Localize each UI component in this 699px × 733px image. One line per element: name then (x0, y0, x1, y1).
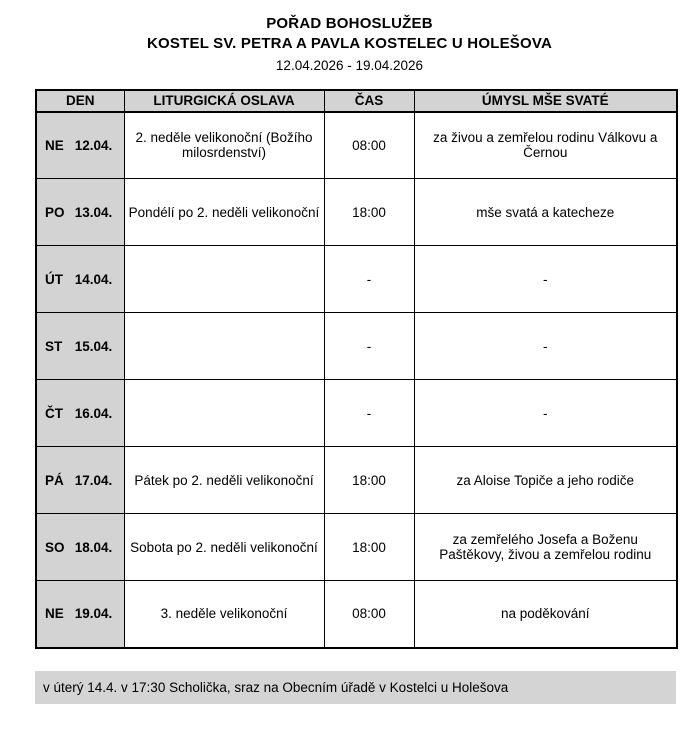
day-date: 15.04. (71, 338, 113, 354)
column-header-cas: ČAS (324, 90, 414, 112)
day-cell (36, 313, 124, 380)
table-row (36, 447, 677, 514)
header-row (36, 90, 677, 112)
day-abbreviation: ÚT (45, 271, 63, 287)
document-header (0, 14, 699, 75)
table-row (36, 581, 677, 648)
table-row (36, 313, 677, 380)
day-cell (36, 514, 124, 581)
day-cell (36, 581, 124, 648)
day-date: 12.04. (71, 137, 113, 153)
column-header-liturgicka-oslava: LITURGICKÁ OSLAVA (124, 90, 324, 112)
day-date: 17.04. (71, 472, 113, 488)
day-date: 13.04. (71, 204, 113, 220)
table-row (36, 514, 677, 581)
day-abbreviation: NE (45, 137, 64, 153)
time-cell: - (324, 380, 414, 447)
column-header-den: DEN (36, 90, 124, 112)
celebration-cell: Pátek po 2. neděli velikonoční (124, 447, 324, 514)
table-row (36, 179, 677, 246)
intention-cell: - (414, 313, 677, 380)
celebration-cell (124, 380, 324, 447)
intention-cell: - (414, 380, 677, 447)
celebration-cell (124, 246, 324, 313)
intention-cell: za zemřelého Josefa a Boženu Paštěkovy, živou a zemřelou rodinu (414, 514, 677, 581)
time-cell: 18:00 (324, 514, 414, 581)
day-cell (36, 112, 124, 179)
table-row (36, 380, 677, 447)
time-cell: 18:00 (324, 179, 414, 246)
intention-cell: na poděkování (414, 581, 677, 648)
day-abbreviation: ČT (45, 405, 63, 421)
celebration-cell (124, 313, 324, 380)
intention-cell: - (414, 246, 677, 313)
intention-cell: za Aloise Topiče a jeho rodiče (414, 447, 677, 514)
celebration-cell: 2. neděle velikonoční (Božího milosrdenství) (124, 112, 324, 179)
day-abbreviation: NE (45, 606, 64, 622)
footer-note: v úterý 14.4. v 17:30 Scholička, sraz na Obecním úřadě v Kostelci u Holešova (35, 671, 676, 704)
table-row (36, 246, 677, 313)
day-date: 18.04. (71, 539, 113, 555)
day-cell (36, 179, 124, 246)
schedule-table-body (36, 112, 677, 648)
day-abbreviation: ST (45, 338, 63, 354)
day-cell (36, 380, 124, 447)
schedule-table (35, 89, 678, 649)
time-cell: 18:00 (324, 447, 414, 514)
church-name: KOSTEL SV. PETRA A PAVLA KOSTELEC U HOLEŠOVA (147, 35, 552, 53)
day-cell (36, 447, 124, 514)
day-abbreviation: PÁ (45, 472, 64, 488)
celebration-cell: Pondélí po 2. neděli velikonoční (124, 179, 324, 246)
column-header-umysl: ÚMYSL MŠE SVATÉ (414, 90, 677, 112)
day-abbreviation: PO (45, 204, 65, 220)
day-date: 14.04. (71, 271, 113, 287)
time-cell: 08:00 (324, 581, 414, 648)
table-row (36, 112, 677, 179)
date-range: 12.04.2026 - 19.04.2026 (275, 57, 424, 73)
page-title: POŘAD BOHOSLUŽEB (266, 15, 433, 32)
time-cell: - (324, 246, 414, 313)
intention-cell: za živou a zemřelou rodinu Válkovu a Černou (414, 112, 677, 179)
time-cell: - (324, 313, 414, 380)
day-abbreviation: SO (45, 539, 65, 555)
celebration-cell: Sobota po 2. neděli velikonoční (124, 514, 324, 581)
schedule-table-header (36, 90, 677, 112)
day-cell (36, 246, 124, 313)
celebration-cell: 3. neděle velikonoční (124, 581, 324, 648)
time-cell: 08:00 (324, 112, 414, 179)
intention-cell: mše svatá a katecheze (414, 179, 677, 246)
day-date: 19.04. (71, 606, 113, 622)
day-date: 16.04. (71, 405, 113, 421)
